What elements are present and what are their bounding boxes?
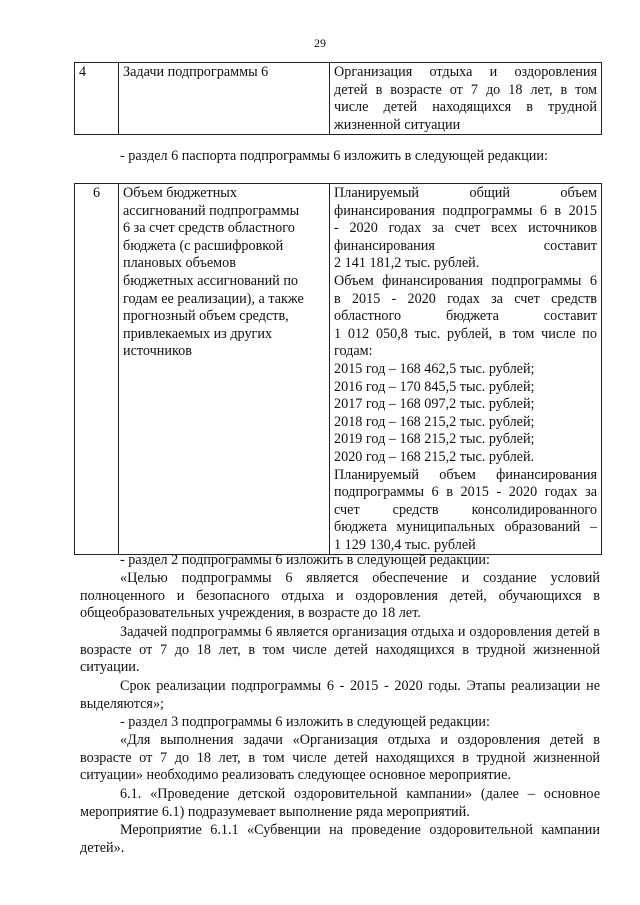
row-label	[119, 184, 330, 555]
year-amount-line: 2019 год – 168 215,2 тыс. рублей;	[334, 431, 535, 448]
value-line: Планируемый объем финансирования	[334, 466, 597, 483]
table-row	[75, 184, 602, 555]
page-number: 29	[314, 36, 326, 50]
label-line: 6 за счет средств областного	[123, 220, 295, 237]
value-line: Объем финансирования подпрограммы 6	[334, 272, 597, 289]
table-row	[75, 63, 602, 135]
task-paragraph: Задачей подпрограммы 6 является организация отдыха и оздоровления детей в возрасте от 7 до 18 лет, в том числе детей находящихся в трудной жизненной ситуации.	[80, 624, 600, 676]
label-line: привлекаемых из других	[123, 325, 273, 342]
value-line: числе детей находящихся в трудной	[334, 99, 597, 116]
year-amount-line: 2016 год – 170 845,5 тыс. рублей;	[334, 378, 535, 395]
value-line: Организация отдыха и оздоровления	[334, 64, 597, 80]
value-line: 2 141 181,2 тыс. рублей.	[334, 255, 480, 272]
label-line: бюджета (с расшифровкой	[123, 237, 284, 254]
row-value	[330, 63, 602, 135]
goal-paragraph: «Целью подпрограммы 6 является обеспечение и создание условий полноценного и безопасного отдыха и оздоровления детей, обучающихся в общеобразовательных учреждения, в возрасте до 18 лет.	[80, 570, 600, 622]
value-line: в 2015 - 2020 годах за счет средств	[334, 290, 597, 307]
value-line: счет средств консолидированного	[334, 501, 597, 518]
value-line: подпрограммы 6 в 2015 - 2020 годах за	[334, 484, 597, 501]
year-amount-line: 2018 год – 168 215,2 тыс. рублей;	[334, 413, 535, 430]
section3-intro: - раздел 3 подпрограммы 6 изложить в следующей редакции:	[120, 714, 490, 730]
value-line: детей в возрасте от 7 до 18 лет, в том	[334, 81, 597, 98]
value-line: жизненной ситуации	[334, 116, 461, 133]
year-amount-line: 2015 год – 168 462,5 тыс. рублей;	[334, 360, 535, 377]
funding-table	[74, 183, 602, 555]
value-line: годам:	[334, 343, 373, 360]
label-line: Объем бюджетных	[123, 185, 237, 201]
row-label: Задачи подпрограммы 6	[119, 63, 330, 135]
activity-6-1-paragraph: 6.1. «Проведение детской оздоровительной кампании» (далее – основное мероприятие 6.1) подразумевает выполнение ряда мероприятий.	[80, 786, 600, 820]
value-line: Планируемый общий объем	[334, 185, 597, 201]
value-line: финансирования составит	[334, 237, 597, 254]
row-value	[330, 184, 602, 555]
year-amount-line: 2020 год – 168 215,2 тыс. рублей.	[334, 448, 535, 465]
tasks-table	[74, 62, 602, 135]
value-line: 1 129 130,4 тыс. рублей	[334, 536, 476, 553]
label-line: бюджетных ассигнований по	[123, 272, 299, 289]
measures-paragraph: «Для выполнения задачи «Организация отдыха и оздоровления детей в возрасте от 7 до 18 лет, в том числе детей находящихся в трудной жизненной ситуации» необходимо реализовать следующее основное мероприятие.	[80, 732, 600, 784]
row-number: 6	[75, 184, 119, 555]
value-line: 1 012 050,8 тыс. рублей, в том числе по	[334, 325, 597, 342]
section6-intro: - раздел 6 паспорта подпрограммы 6 изложить в следующей редакции:	[120, 148, 548, 164]
value-line: финансирования подпрограммы 6 в 2015	[334, 202, 597, 219]
value-line: бюджета муниципальных образований –	[334, 519, 597, 536]
label-line: источников	[123, 343, 192, 360]
activity-6-1-1-paragraph: Мероприятие 6.1.1 «Субвенции на проведение оздоровительной кампании детей».	[80, 822, 600, 856]
label-line: плановых объемов	[123, 255, 236, 272]
label-line: ассигнований подпрограммы	[123, 202, 300, 219]
year-amount-line: 2017 год – 168 097,2 тыс. рублей;	[334, 396, 535, 413]
label-line: прогнозный объем средств,	[123, 308, 289, 325]
label-line: годам ее реализации), а также	[123, 290, 304, 307]
section2-intro: - раздел 2 подпрограммы 6 изложить в следующей редакции:	[120, 552, 490, 568]
value-line: областного бюджета составит	[334, 308, 597, 325]
row-number: 4	[75, 63, 119, 135]
term-paragraph: Срок реализации подпрограммы 6 - 2015 - 2020 годы. Этапы реализации не выделяются»;	[80, 678, 600, 712]
value-line: - 2020 годах за счет всех источников	[334, 220, 597, 237]
